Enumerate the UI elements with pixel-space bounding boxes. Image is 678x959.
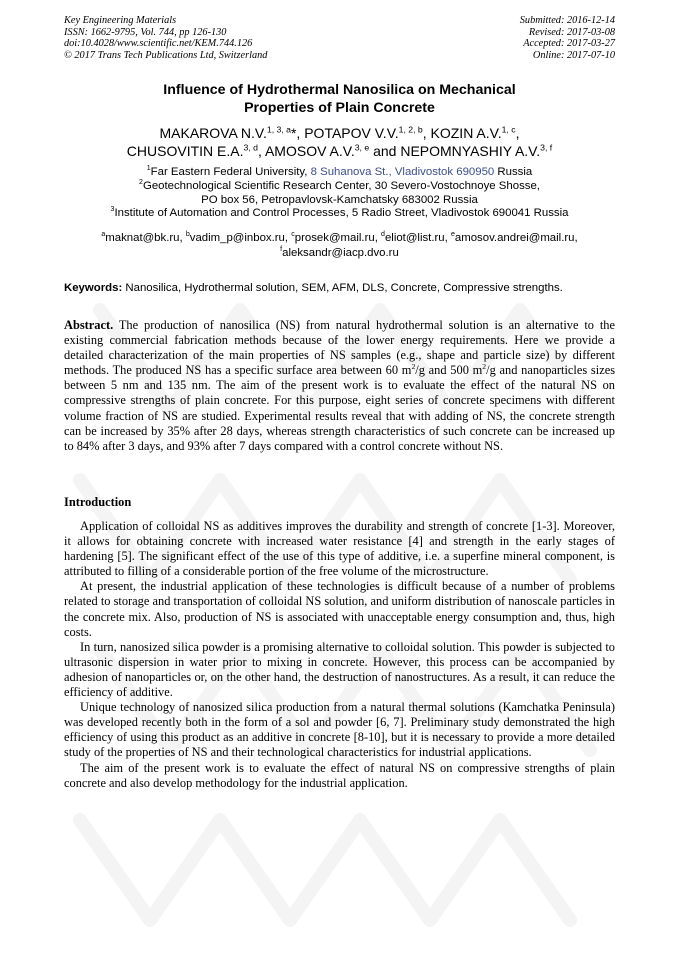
journal-name: Key Engineering Materials [64, 15, 177, 26]
affiliation-address: 8 Suhanova St., Vladivostok 690950 [310, 166, 495, 178]
email-marker: d [381, 231, 385, 239]
issn-line: ISSN: 1662-9795, Vol. 744, pp 126-130 [64, 26, 227, 38]
author-name: AMOSOV A.V. [264, 143, 355, 159]
introduction-body [64, 519, 615, 791]
separator: , [515, 125, 520, 141]
email-marker: e [450, 231, 455, 239]
author-name: CHUSOVITIN E.A. [126, 143, 244, 159]
author-name: KOZIN A.V. [430, 125, 502, 141]
affiliation-marker: 3, e [354, 142, 370, 153]
conjunction: and [369, 143, 401, 159]
copyright-line: © 2017 Trans Tech Publications Ltd, Switzerland [64, 49, 268, 61]
corresponding-mark: *, [290, 125, 305, 141]
separator: , [257, 143, 265, 159]
abstract-text: /g and nanoparticles sizes between 5 nm and 135 nm. The aim of the present work is to evaluate the effect of the natural NS on compressive strengths of plain concrete. For this purpose, eight series of concrete specimens with different volume fraction of NS are studied. Experimental results reveal that with adding of NS, the concrete strength can be increased by 35% after 28 days, whereas strength characteristics of such concrete can be increased up to 84% after 3 days, and 93% after 7 days compared with a control concrete without NS. [64, 363, 616, 453]
email-link[interactable]: aleksandr@iacp.dvo.ru [282, 246, 399, 259]
affiliation-text: Far Eastern Federal University, [150, 166, 311, 178]
superscript: 2 [411, 362, 416, 372]
affiliation-country: Russia [494, 166, 533, 178]
paragraph: At present, the industrial application of these technologies is difficult because of a number of problems related to storage and transportation of colloidal NS solution, and uniform distribution of nanoscale particles in the concrete mix. Also, production of NS is associated with unacceptable energy consumption and, thus, high costs. [64, 579, 615, 639]
email-link[interactable]: vadim_p@inbox.ru, [189, 232, 292, 244]
keywords-text: Nanosilica, Hydrothermal solution, SEM, AFM, DLS, Concrete, Compressive strengths. [122, 282, 563, 294]
paragraph: Application of colloidal NS as additives improves the durability and strength of concrete [1-3]. Moreover, it allows for obtaining concrete with increased water resistance [4] and strength in the early stages of hardening [5]. The significant effect of the use of this type of additive, i.e. a superfine mineral component, is attributed to filling of a considerable portion of the free volume of the microstructure. [64, 519, 615, 579]
paper-title [64, 82, 615, 117]
affiliation-number: 1 [146, 165, 151, 173]
affiliation-number: 3 [110, 206, 115, 214]
author-list [64, 124, 615, 160]
affiliation-marker: 3, f [540, 142, 553, 153]
affiliation-2-address: PO box 56, Petropavlovsk-Kamchatsky 683002 Russia [201, 193, 478, 206]
title-line-1: Influence of Hydrothermal Nanosilica on Mechanical [163, 82, 516, 98]
abstract-text: The production of nanosilica (NS) from natural hydrothermal solution is an alternative to the existing commercial fabrication methods because of the lower energy requirements. Here we provide a detailed characterization of the main properties of NS samples (e.g., shape and particle size) by different methods. The produced NS has a specific surface area between 60 m [64, 318, 615, 378]
email-link[interactable]: prosek@mail.ru, [294, 232, 382, 244]
keywords-label: Keywords: [64, 282, 123, 294]
publication-dates [520, 15, 615, 61]
affiliation-text: Geotechnological Scientific Research Center, 30 Severo-Vostochnoye Shosse, [142, 179, 540, 192]
abstract [64, 318, 615, 454]
author-name: NEPOMNYASHIY A.V. [400, 143, 541, 159]
affiliation-3 [64, 207, 615, 221]
affiliation-marker: 1, 2, b [398, 124, 423, 135]
accepted-date: Accepted: 2017-03-27 [523, 38, 615, 50]
email-link[interactable]: eliot@list.ru, [384, 232, 451, 244]
separator: , [422, 125, 431, 141]
affiliation-text: Institute of Automation and Control Processes, 5 Radio Street, Vladivostok 690041 Russia [114, 207, 569, 220]
authors-line-1 [64, 124, 615, 142]
author-name: POTAPOV V.V. [304, 125, 399, 141]
emails-line-1 [64, 231, 615, 246]
email-link[interactable]: maknat@bk.ru, [105, 232, 186, 244]
email-marker: a [101, 231, 106, 239]
paragraph: In turn, nanosized silica powder is a promising alternative to colloidal solution. This powder is subjected to ultrasonic dispersion in water prior to mixing in concrete. However, this process can be accompanied by adhesion of nanoparticles or, on the other hand, the destruction of nanostructures. As a result, it can reduce the efficiency of additive. [64, 639, 615, 700]
affiliation-number: 2 [139, 179, 143, 186]
affiliations [64, 166, 615, 221]
doi-line: doi:10.4028/www.scientific.net/KEM.744.126 [64, 38, 253, 50]
abstract-label: Abstract. [64, 318, 114, 332]
affiliation-marker: 1, c [501, 124, 516, 135]
keywords [64, 281, 615, 295]
email-marker: c [291, 231, 295, 239]
journal-info [64, 15, 267, 61]
email-marker: f [280, 245, 283, 253]
paragraph: Unique technology of nanosized silica production from a natural thermal solutions (Kamchatka Peninsula) was developed recently both in the form of a sol and powder [6, 7]. Preliminary study demonstrated the high efficiency of using this product as an additive in concrete [8-10], but it is necessary to provide a more detailed study of the properties of NS and their technological characteristics for industrial applications. [64, 700, 615, 760]
author-name: MAKAROVA N.V. [159, 125, 267, 141]
section-heading-introduction: Introduction [64, 495, 132, 509]
abstract-text: /g and 500 m [415, 363, 483, 378]
email-link[interactable]: amosov.andrei@mail.ru, [454, 232, 578, 244]
author-emails [64, 231, 615, 260]
affiliation-1 [64, 166, 615, 180]
authors-line-2 [64, 142, 615, 160]
paragraph: The aim of the present work is to evaluate the effect of natural NS on compressive strengths of plain concrete and also develop methodology for the industrial application. [64, 760, 615, 790]
email-marker: b [185, 231, 190, 239]
revised-date: Revised: 2017-03-08 [528, 26, 615, 38]
affiliation-marker: 1, 3, a [266, 124, 291, 135]
title-line-2: Properties of Plain Concrete [244, 99, 435, 116]
affiliation-marker: 3, d [243, 142, 258, 153]
online-date: Online: 2017-07-10 [532, 49, 615, 61]
superscript: 2 [482, 362, 487, 372]
emails-line-2 [64, 246, 615, 261]
submitted-date: Submitted: 2016-12-14 [519, 15, 615, 26]
affiliation-2 [64, 180, 615, 194]
